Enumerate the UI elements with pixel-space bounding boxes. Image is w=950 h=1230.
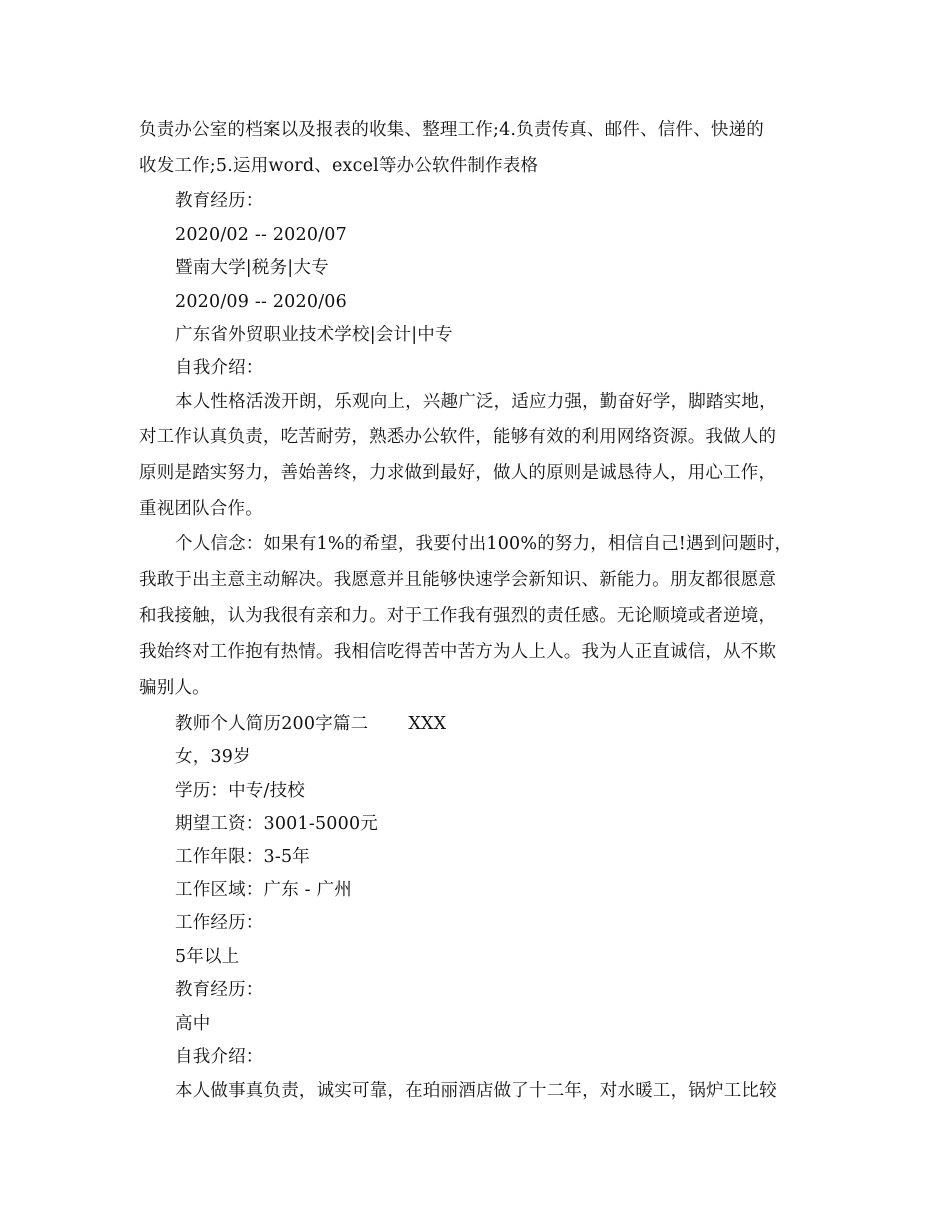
paragraph-line: 重视团队合作。 [139, 499, 263, 519]
paragraph-line: 负责办公室的档案以及报表的收集、整理工作;4.负责传真、邮件、信件、快递的 [139, 120, 764, 140]
paragraph-line: 收发工作;5.运用word、excel等办公软件制作表格 [139, 156, 539, 176]
paragraph-line: 我敢于出主意主动解决。我愿意并且能够快速学会新知识、新能力。朋友都很愿意 [139, 570, 777, 590]
section-heading-self-intro: 自我介绍： [175, 358, 264, 378]
paragraph-line: 和我接触，认为我很有亲和力。对于工作我有强烈的责任感。无论顺境或者逆境， [139, 606, 777, 626]
paragraph-line: 原则是踏实努力，善始善终，力求做到最好，做人的原则是诚恳待人，用心工作， [139, 463, 777, 483]
education-value: 高中 [175, 1014, 211, 1034]
section-heading-education: 教育经历： [175, 980, 264, 1000]
education-school: 暨南大学|税务|大专 [175, 258, 329, 278]
profile-gender-age: 女，39岁 [175, 747, 251, 767]
section-title [175, 713, 446, 735]
paragraph-line: 骗别人。 [139, 678, 210, 698]
profile-education: 学历：中专/技校 [175, 781, 305, 801]
section-heading-work: 工作经历： [175, 913, 264, 933]
paragraph-line: 个人信念：如果有1%的希望，我要付出100%的努力，相信自己!遇到问题时， [175, 534, 793, 554]
profile-work-area: 工作区域：广东 - 广州 [175, 880, 352, 900]
section-title-text: 教师个人简历200字篇二 [175, 714, 369, 734]
paragraph-line: 对工作认真负责，吃苦耐劳，熟悉办公软件，能够有效的利用网络资源。我做人的 [139, 427, 777, 447]
paragraph-line: 本人性格活泼开朗，乐观向上，兴趣广泛，适应力强，勤奋好学，脚踏实地， [175, 392, 777, 412]
section-heading-education: 教育经历： [175, 191, 264, 211]
education-school: 广东省外贸职业技术学校|会计|中专 [175, 325, 453, 345]
work-experience-value: 5年以上 [175, 947, 240, 967]
profile-work-years: 工作年限：3-5年 [175, 847, 310, 867]
education-date-range: 2020/09 -- 2020/06 [175, 292, 347, 312]
section-heading-self-intro: 自我介绍： [175, 1047, 264, 1067]
education-date-range: 2020/02 -- 2020/07 [175, 225, 347, 245]
profile-expected-salary: 期望工资：3001-5000元 [175, 814, 378, 834]
paragraph-line: 我始终对工作抱有热情。我相信吃得苦中苦方为人上人。我为人正直诚信，从不欺 [139, 642, 777, 662]
candidate-name: XXX [408, 714, 447, 734]
paragraph-line: 本人做事真负责，诚实可靠，在珀丽酒店做了十二年，对水暖工，锅炉工比较 [175, 1081, 777, 1101]
